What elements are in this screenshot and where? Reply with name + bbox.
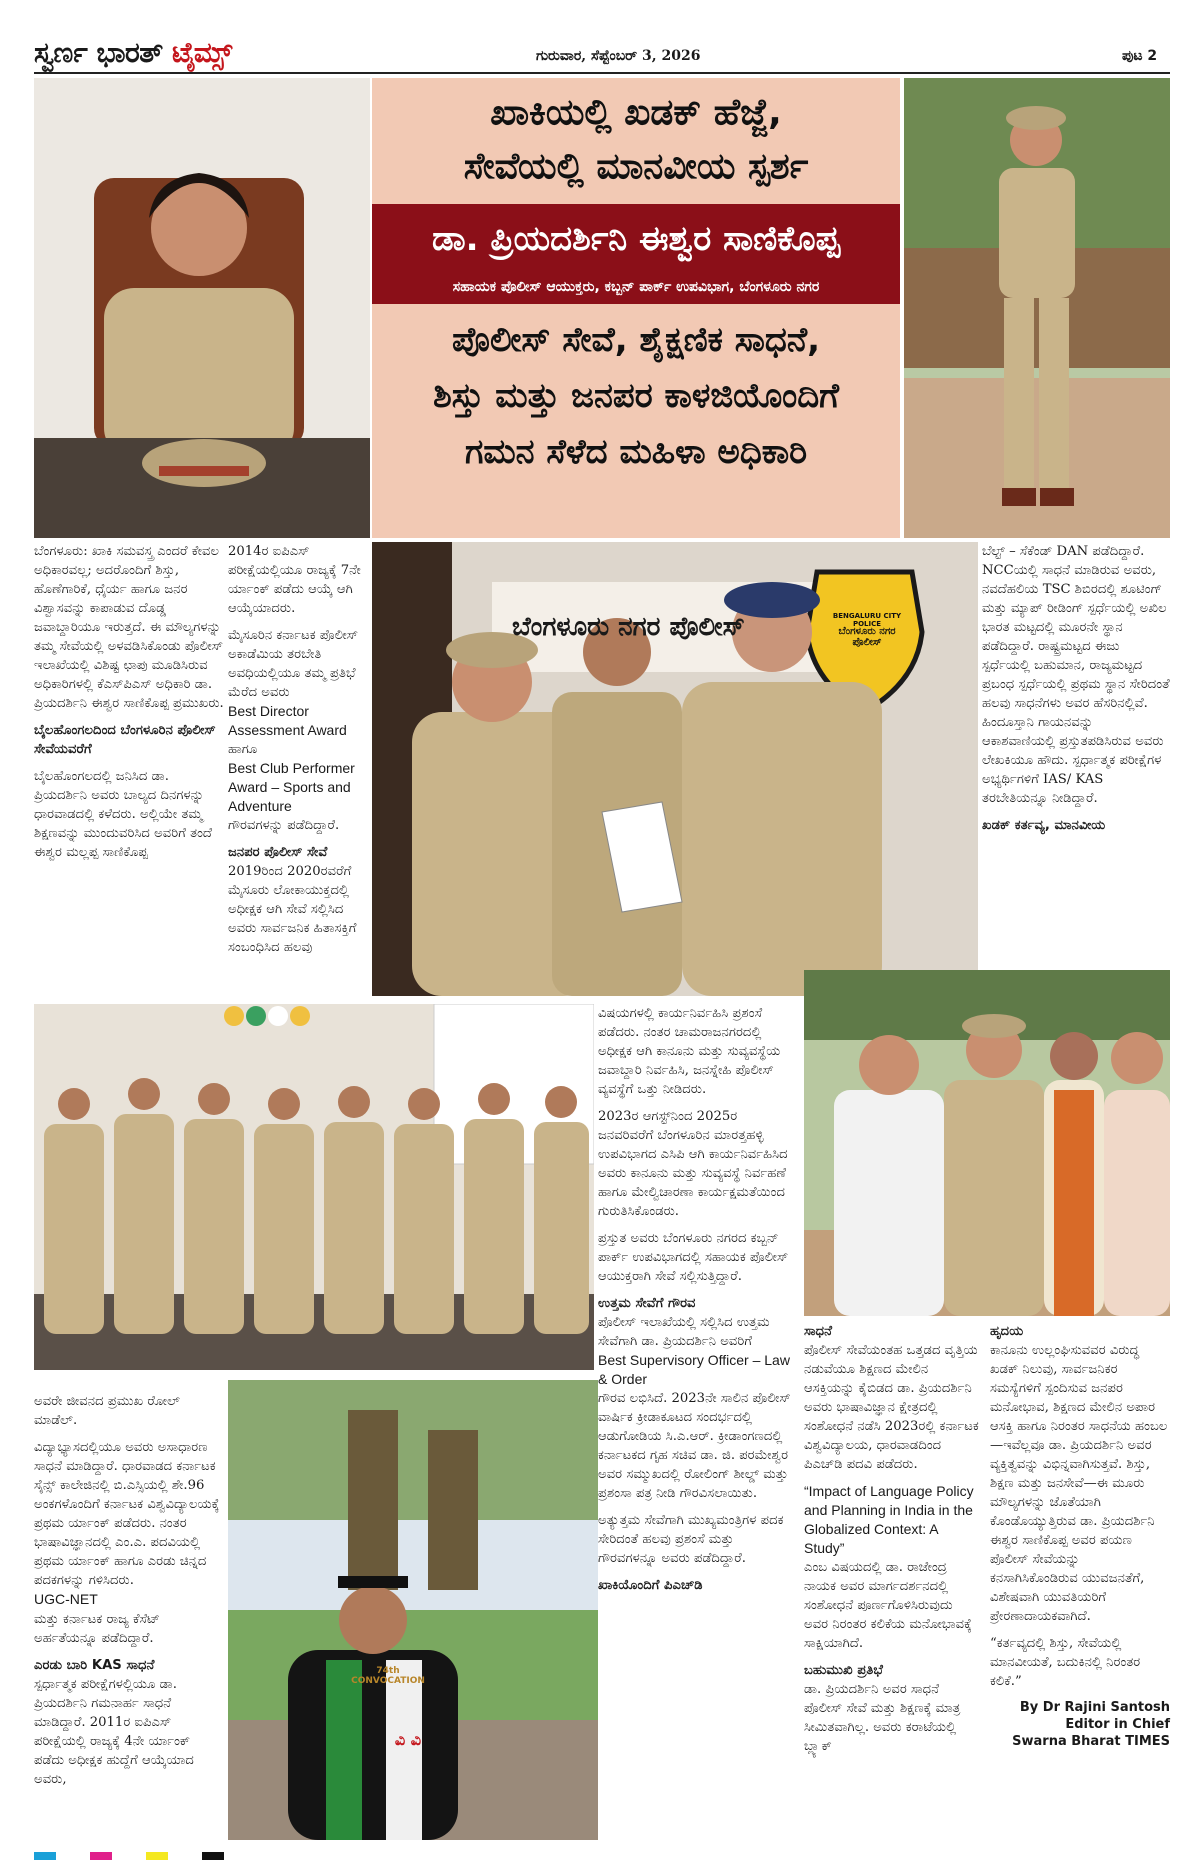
paragraph-honour: ಗೌರವ ಲಭಿಸಿದೆ. 2023ನೇ ಸಾಲಿನ ಪೊಲೀಸ್ ವಾರ್ಷಿಕ ಕ್ರೀಡಾಕೂಟದ ಸಂದರ್ಭದಲ್ಲಿ ಆಡುಗೋಡಿಯ ಸಿ.ಎ.ಆರ್. ಕ್ರೀಡಾಂಗಣದಲ್ಲಿ ಕರ್ನಾಟಕದ ಗೃಹ ಸಚಿವ ಡಾ. ಜಿ. ಪರಮೇಶ್ವರ ಅವರ ಸಮ್ಮುಖದಲ್ಲಿ ರೋಲಿಂಗ್ ಶೀಲ್ಡ್ ಮತ್ತು ಪ್ರಶಂಸಾ ಪತ್ರ ನೀಡಿ ಗೌರವಿಸಲಾಯಿತು. [598,1391,791,1501]
paragraph-origin: ಬೈಲಹೊಂಗಲದಲ್ಲಿ ಜನಿಸಿದ ಡಾ. ಪ್ರಿಯದರ್ಶಿನಿ ಅವರು ಬಾಲ್ಯದ ದಿನಗಳನ್ನು ಧಾರವಾಡದಲ್ಲಿ ಕಳೆದರು. ಅಲ್ಲಿಯೇ ತಮ್ಮ ಶಿಕ್ಷಣವನ್ನು ಮುಂದುವರಿಸಿದ ಅವರಿಗೆ ತಂದೆ ಈಶ್ವರ ಮಲ್ಲಪ್ಪ ಸಾಣಿಕೊಪ್ಪ [34,769,212,860]
paragraph-thesis: ಎಂಬ ವಿಷಯದಲ್ಲಿ ಡಾ. ರಾಜೇಂದ್ರ ನಾಯಕ ಅವರ ಮಾರ್ಗದರ್ಶನದಲ್ಲಿ ಸಂಶೋಧನೆ ಪೂರ್ಣಗೊಳಿಸಿರುವುದು ಅವರ ನಿರಂತರ ಕಲಿಕೆಯ ಮನೋಭಾವಕ್ಕೆ ಸಾಕ್ಷಿಯಾಗಿದೆ. [804,1560,972,1651]
paragraph-kas: ಸ್ಪರ್ಧಾತ್ಮಕ ಪರೀಕ್ಷೆಗಳಲ್ಲಿಯೂ ಡಾ. ಪ್ರಿಯದರ್ಶಿನಿ ಗಮನಾರ್ಹ ಸಾಧನೆ ಮಾಡಿದ್ದಾರೆ. 2011ರ ಐಪಿಎಸ್ ಪರೀಕ್ಷೆಯಲ್ಲಿ ರಾಜ್ಯಕ್ಕೆ 4ನೇ ರ್ಯಾಂಕ್ ಪಡೆದು ಅಧೀಕ್ಷಕ ಹುದ್ದೆಗೆ ಆಯ್ಕೆಯಾದ ಅವರು, [34,1677,194,1787]
convocation-photo [228,1380,598,1840]
paragraph-role-model: ಅವರೇ ಜೀವನದ ಪ್ರಮುಖ ರೋಲ್ ಮಾಡೆಲ್. [34,1394,180,1428]
masthead-title: ಸ್ವರ್ಣ ಭಾರತ್ [34,36,163,69]
headline-line-3: ಪೊಲೀಸ್ ಸೇವೆ, ಶೈಕ್ಷಣಿಕ ಸಾಧನೆ, [451,320,821,360]
column-4 [982,542,1170,843]
column-5 [598,1004,794,1603]
paragraph-academy: ಮೈಸೂರಿನ ಕರ್ನಾಟಕ ಪೊಲೀಸ್ ಅಕಾಡೆಮಿಯ ತರಬೇತಿ ಅವಧಿಯಲ್ಲಿಯೂ ತಮ್ಮ ಪ್ರತಿಭೆ ಮೆರೆದ ಅವರು [228,628,359,700]
byline-role: Editor in Chief [1065,1717,1170,1732]
convocation-text: 74th CONVOCATION [351,1666,425,1686]
masthead [34,36,232,70]
paragraph-honour-intro: ಪೊಲೀಸ್ ಇಲಾಖೆಯಲ್ಲಿ ಸಲ್ಲಿಸಿದ ಉತ್ತಮ ಸೇವೆಗಾಗಿ ಡಾ. ಪ್ರಿಯದರ್ಶಿನಿ ಅವರಿಗೆ [598,1315,770,1349]
subhead-public-service: ಜನಪರ ಪೊಲೀಸ್ ಸೇವೆ [228,845,328,860]
yellow-registration-bar [146,1852,168,1860]
award-conjunction: ಹಾಗೂ [228,742,258,757]
cyan-registration-bar [34,1852,56,1860]
subhead-heart: ಹೃದಯ [990,1324,1024,1339]
headline-line-1: ಖಾಕಿಯಲ್ಲಿ ಖಡಕ್ ಹೆಜ್ಜೆ, [490,92,782,133]
paragraph-chamarajanagar: ವಿಷಯಗಳಲ್ಲಿ ಕಾರ್ಯನಿರ್ವಹಿಸಿ ಪ್ರಶಂಸೆ ಪಡೆದರು. ನಂತರ ಚಾಮರಾಜನಗರದಲ್ಲಿ ಅಧೀಕ್ಷಕ ಆಗಿ ಕಾನೂನು ಮತ್ತು ಸುವ್ಯವಸ್ಥೆಯ ಜವಾಬ್ದಾರಿ ನಿರ್ವಹಿಸಿ, ಜನಸ್ನೇಹಿ ಪೊಲೀಸ್ ವ್ಯವಸ್ಥೆಗೆ ಒತ್ತು ನೀಡಿದರು. [598,1006,781,1097]
closing-quote: “ಕರ್ತವ್ಯದಲ್ಲಿ ಶಿಸ್ತು, ಸೇವೆಯಲ್ಲಿ ಮಾನವೀಯತೆ, ಬದುಕಿನಲ್ಲಿ ನಿರಂತರ ಕಲಿಕೆ.” [990,1636,1141,1689]
paragraph-education: ವಿದ್ಯಾಭ್ಯಾಸದಲ್ಲಿಯೂ ಅವರು ಅಸಾಧಾರಣ ಸಾಧನೆ ಮಾಡಿದ್ದಾರೆ. ಧಾರವಾಡದ ಕರ್ನಾಟಕ ಸೈನ್ಸ್ ಕಾಲೇಜಿನಲ್ಲಿ ಬಿ.ಎಸ್ಸಿಯಲ್ಲಿ ಶೇ.96 ಅಂಕಗಳೊಂದಿಗೆ ಕರ್ನಾಟಕ ವಿಶ್ವವಿದ್ಯಾಲಯಕ್ಕೆ ಪ್ರಥಮ ರ್ಯಾಂಕ್ ಪಡೆದರು. ನಂತರ ಭಾಷಾವಿಜ್ಞಾನದಲ್ಲಿ ಎಂ.ಎ. ಪದವಿಯಲ್ಲಿ ಪ್ರಥಮ ರ್ಯಾಂಕ್ ಹಾಗೂ ಎರಡು ಚಿನ್ನದ ಪದಕಗಳನ್ನು ಗಳಿಸಿದರು. [34,1440,220,1588]
subhead-achievement: ಸಾಧನೆ [804,1324,833,1339]
award-suffix: ಗೌರವಗಳನ್ನು ಪಡೆದಿದ್ದಾರೆ. [228,818,340,833]
headline-box [372,78,900,538]
officer-designation: ಸಹಾಯಕ ಪೊಲೀಸ್ ಆಯುಕ್ತರು, ಕಬ್ಬನ್ ಪಾರ್ಕ್ ಉಪವಿಭಾಗ, ಬೆಂಗಳೂರು ನಗರ [372,274,900,304]
paragraph-lokayukta: 2019ರಿಂದ 2020ರವರೆಗೆ ಮೈಸೂರು ಲೋಕಾಯುಕ್ತದಲ್ಲಿ ಅಧೀಕ್ಷಕ ಆಗಿ ಸೇವೆ ಸಲ್ಲಿಸಿದ ಅವರು ಸಾರ್ವಜನಿಕ ಹಿತಾಸಕ್ತಿಗೆ ಸಂಬಂಧಿಸಿದ ಹಲವು [228,864,357,955]
police-badge-text: BENGALURU CITY POLICE [832,612,902,628]
masthead-accent: ಟೈಮ್ಸ್ [171,36,232,69]
paragraph-cm-medal: ಅತ್ಯುತ್ತಮ ಸೇವೆಗಾಗಿ ಮುಖ್ಯಮಂತ್ರಿಗಳ ಪದಕ ಸೇರಿದಂತೆ ಹಲವು ಪ್ರಶಂಸೆ ಮತ್ತು ಗೌರವಗಳನ್ನೂ ಅವರು ಪಡೆದಿದ್ದಾರೆ. [598,1513,784,1566]
page-number: ಪುಟ 2 [1122,48,1158,64]
handover-photo [372,542,978,996]
award-name-1: Best Director Assessment Award [228,703,347,738]
lead-paragraph: ಬೆಂಗಳೂರು: ಖಾಕಿ ಸಮವಸ್ತ್ರ ಎಂದರೆ ಕೇವಲ ಅಧಿಕಾರವಲ್ಲ; ಅದರೊಂದಿಗೆ ಶಿಸ್ತು, ಹೊಣೆಗಾರಿಕೆ, ಧೈರ್ಯ ಹಾಗೂ ಜನರ ವಿಶ್ವಾಸವನ್ನು ಕಾಪಾಡುವ ದೊಡ್ಡ ಜವಾಬ್ದಾರಿಯೂ ಇರುತ್ತದೆ. ಈ ಮೌಲ್ಯಗಳನ್ನು ತಮ್ಮ ಸೇವೆಯಲ್ಲಿ ಅಳವಡಿಸಿಕೊಂಡು ಪೊಲೀಸ್ ಇಲಾಖೆಯಲ್ಲಿ ವಿಶಿಷ್ಟ ಛಾಪು ಮೂಡಿಸಿರುವ ಅಧಿಕಾರಿಗಳಲ್ಲಿ ಕೆಎಸ್‌ಪಿಎಸ್ ಅಧಿಕಾರಿ ಡಾ. ಪ್ರಿಯದರ್ಶಿನಿ ಈಶ್ವರ ಸಾಣಿಕೊಪ್ಪ ಪ್ರಮುಖರು. [34,544,224,711]
dateline: ಗುರುವಾರ, ಸೆಪ್ಟೆಂಬರ್ 3, 2026 [536,48,701,64]
paragraph-phd: ಪೊಲೀಸ್ ಸೇವೆಯಂತಹ ಒತ್ತಡದ ವೃತ್ತಿಯ ನಡುವೆಯೂ ಶಿಕ್ಷಣದ ಮೇಲಿನ ಆಸಕ್ತಿಯನ್ನು ಕೈಬಿಡದ ಡಾ. ಪ್ರಿಯದರ್ಶಿನಿ ಅವರು ಭಾಷಾವಿಜ್ಞಾನ ಕ್ಷೇತ್ರದಲ್ಲಿ ಸಂಶೋಧನೆ ನಡೆಸಿ 2023ರಲ್ಲಿ ಕರ್ನಾಟಕ ವಿಶ್ವವಿದ್ಯಾಲಯ, ಧಾರವಾಡದಿಂದ ಪಿಎಚ್‌ಡಿ ಪದವಿ ಪಡೆದರು. [804,1343,979,1472]
subhead-honour: ಉತ್ತಮ ಸೇವೆಗೆ ಗೌರವ [598,1296,696,1311]
subhead-multifaceted: ಬಹುಮುಖಿ ಪ್ರತಿಭೆ [804,1663,883,1678]
byline [990,1699,1170,1750]
subhead-kas: ಎರಡು ಬಾರಿ KAS ಸಾಧನೆ [34,1658,155,1673]
column-6 [34,1392,224,1797]
byline-author: By Dr Rajini Santosh [1019,1700,1170,1715]
headline-line-5: ಗಮನ ಸೆಳೆದ ಮಹಿಳಾ ಅಧಿಕಾರಿ [464,432,808,472]
portrait-photo [34,78,370,538]
award-name-2: Best Club Performer Award – Sports and Adventure [228,760,355,814]
award-supervisory: Best Supervisory Officer – Law & Order [598,1352,790,1387]
paragraph-current-post: ಪ್ರಸ್ತುತ ಅವರು ಬೆಂಗಳೂರು ನಗರದ ಕಬ್ಬನ್ ಪಾರ್ಕ್ ಉಪವಿಭಾಗದಲ್ಲಿ ಸಹಾಯಕ ಪೊಲೀಸ್ ಆಯುಕ್ತರಾಗಿ ಸೇವೆ ಸಲ್ಲಿಸುತ್ತಿದ್ದಾರೆ. [598,1231,789,1284]
headline-line-2: ಸೇವೆಯಲ್ಲಿ ಮಾನವೀಯ ಸ್ಪರ್ಶ [463,146,809,187]
column-7 [804,1322,980,1764]
masthead-rule [34,72,1170,74]
magenta-registration-bar [90,1852,112,1860]
award-ground-photo [804,970,1170,1316]
black-registration-bar [202,1852,224,1860]
subhead-duty: ಖಡಕ್ ಕರ್ತವ್ಯ, ಮಾನವೀಯ [982,818,1106,833]
paragraph-multifaceted: ಡಾ. ಪ್ರಿಯದರ್ಶಿನಿ ಅವರ ಸಾಧನೆ ಪೊಲೀಸ್ ಸೇವೆ ಮತ್ತು ಶಿಕ್ಷಣಕ್ಕೆ ಮಾತ್ರ ಸೀಮಿತವಾಗಿಲ್ಲ. ಅವರು ಕರಾಟೆಯಲ್ಲಿ ಬ್ಲ್ಯಾಕ್ [804,1682,961,1754]
subhead-origin: ಬೈಲಹೊಂಗಲದಿಂದ ಬೆಂಗಳೂರಿನ ಪೊಲೀಸ್ ಸೇವೆಯವರೆಗೆ [34,723,216,757]
thesis-title: “Impact of Language Policy and Planning in India in the Globalized Context: A Study” [804,1483,974,1556]
group-photo [34,1004,594,1370]
column-2 [228,542,368,965]
paragraph-2014: 2014ರ ಐಪಿಎಸ್ ಪರೀಕ್ಷೆಯಲ್ಲಿಯೂ ರಾಜ್ಯಕ್ಕೆ 7ನೇ ರ್ಯಾಂಕ್ ಪಡೆದು ಆಯ್ಕೆ ಆಗಿ ಆಯ್ಕೆಯಾದರು. [228,544,361,616]
parade-photo [904,78,1170,538]
column-8 [990,1322,1170,1750]
paragraph-kset: ಮತ್ತು ಕರ್ನಾಟಕ ರಾಜ್ಯ ಕೆಸೆಟ್ ಅರ್ಹತೆಯನ್ನೂ ಪಡೆದಿದ್ದಾರೆ. [34,1612,160,1646]
stole-letters: ವಿ ವಿ [394,1730,422,1749]
paragraph-achievements: ಬೆಲ್ಟ್ – ಸೆಕೆಂಡ್ DAN ಪಡೆದಿದ್ದಾರೆ. NCCಯಲ್ಲಿ ಸಾಧನೆ ಮಾಡಿರುವ ಅವರು, ನವದೆಹಲಿಯ TSC ಶಿಬಿರದಲ್ಲಿ ಶೂಟಿಂಗ್ ಮತ್ತು ಮ್ಯಾಪ್ ರೀಡಿಂಗ್ ಸ್ಪರ್ಧೆಯಲ್ಲಿ ಅಖಿಲ ಭಾರತ ಮಟ್ಟದಲ್ಲಿ ಮೂರನೇ ಸ್ಥಾನ ಪಡೆದಿದ್ದಾರೆ. ರಾಷ್ಟ್ರಮಟ್ಟದ ಈಜು ಸ್ಪರ್ಧೆಯಲ್ಲಿ ಬಹುಮಾನ, ರಾಜ್ಯಮಟ್ಟದ ಪ್ರಬಂಧ ಸ್ಪರ್ಧೆಯಲ್ಲಿ ಪ್ರಥಮ ಸ್ಥಾನ ಸೇರಿದಂತೆ ಹಲವು ಸಾಧನೆಗಳು ಅವರ ಹೆಸರಿನಲ್ಲಿವೆ. ಹಿಂದೂಸ್ತಾನಿ ಗಾಯನವನ್ನು ಆಕಾಶವಾಣಿಯಲ್ಲಿ ಪ್ರಸ್ತುತಪಡಿಸಿರುವ ಅವರು ಲೇಖಕಿಯೂ ಹೌದು. ಸ್ಪರ್ಧಾತ್ಮಕ ಪರೀಕ್ಷೆಗಳ ಅಭ್ಯರ್ಥಿಗಳಿಗೆ IAS/ KAS ತರಬೇತಿಯನ್ನೂ ನೀಡಿದ್ದಾರೆ. [982,544,1170,806]
byline-publication: Swarna Bharat TIMES [1012,1734,1170,1749]
subhead-phd: ಖಾಕಿಯೊಂದಿಗೆ ಪಿಎಚ್‌ಡಿ [598,1578,703,1593]
paragraph-conclusion: ಕಾನೂನು ಉಲ್ಲಂಘಿಸುವವರ ವಿರುದ್ಧ ಖಡಕ್ ನಿಲುವು, ಸಾರ್ವಜನಿಕರ ಸಮಸ್ಯೆಗಳಿಗೆ ಸ್ಪಂದಿಸುವ ಜನಪರ ಮನೋಭಾವ, ಶಿಕ್ಷಣದ ಮೇಲಿನ ಅಪಾರ ಆಸಕ್ತಿ ಹಾಗೂ ನಿರಂತರ ಸಾಧನೆಯ ಹಂಬಲ—ಇವೆಲ್ಲವೂ ಡಾ. ಪ್ರಿಯದರ್ಶಿನಿ ಅವರ ವ್ಯಕ್ತಿತ್ವವನ್ನು ವಿಭಿನ್ನವಾಗಿಸುತ್ತವೆ. ಶಿಸ್ತು, ಶಿಕ್ಷಣ ಮತ್ತು ಜನಸೇವೆ—ಈ ಮೂರು ಮೌಲ್ಯಗಳನ್ನು ಜೊತೆಯಾಗಿ ಕೊಂಡೊಯ್ಯುತ್ತಿರುವ ಡಾ. ಪ್ರಿಯದರ್ಶಿನಿ ಈಶ್ವರ ಸಾಣಿಕೊಪ್ಪ ಅವರ ಪಯಣ ಪೊಲೀಸ್ ಸೇವೆಯನ್ನು ಕನಸಾಗಿಸಿಕೊಂಡಿರುವ ಯುವಜನತೆಗೆ, ವಿಶೇಷವಾಗಿ ಯುವತಿಯರಿಗೆ ಪ್ರೇರಣಾದಾಯಕವಾಗಿದೆ. [990,1343,1168,1624]
qualification-net: UGC-NET [34,1591,98,1607]
wall-sign: ಬೆಂಗಳೂರು ನಗರ ಪೊಲೀಸ್ [512,612,745,642]
officer-name: ಡಾ. ಪ್ರಿಯದರ್ಶಿನಿ ಈಶ್ವರ ಸಾಣಿಕೊಪ್ಪ [372,204,900,274]
column-1 [34,542,224,870]
headline-line-4: ಶಿಸ್ತು ಮತ್ತು ಜನಪರ ಕಾಳಜಿಯೊಂದಿಗೆ [433,376,839,416]
paragraph-marathahalli: 2023ರ ಆಗಸ್ಟ್‌ನಿಂದ 2025ರ ಜನವರಿವರೆಗೆ ಬೆಂಗಳೂರಿನ ಮಾರತ್ತಹಳ್ಳಿ ಉಪವಿಭಾಗದ ಎಸಿಪಿ ಆಗಿ ಕಾರ್ಯನಿರ್ವಹಿಸಿದ ಅವರು ಕಾನೂನು ಮತ್ತು ಸುವ್ಯವಸ್ಥೆ ನಿರ್ವಹಣೆ ಹಾಗೂ ಮೇಲ್ವಿಚಾರಣಾ ಕಾರ್ಯಕ್ಷಮತೆಯಿಂದ ಗುರುತಿಸಿಕೊಂಡರು. [598,1109,788,1219]
police-badge-kannada: ಬೆಂಗಳೂರು ನಗರ ಪೊಲೀಸ್ [838,626,896,648]
